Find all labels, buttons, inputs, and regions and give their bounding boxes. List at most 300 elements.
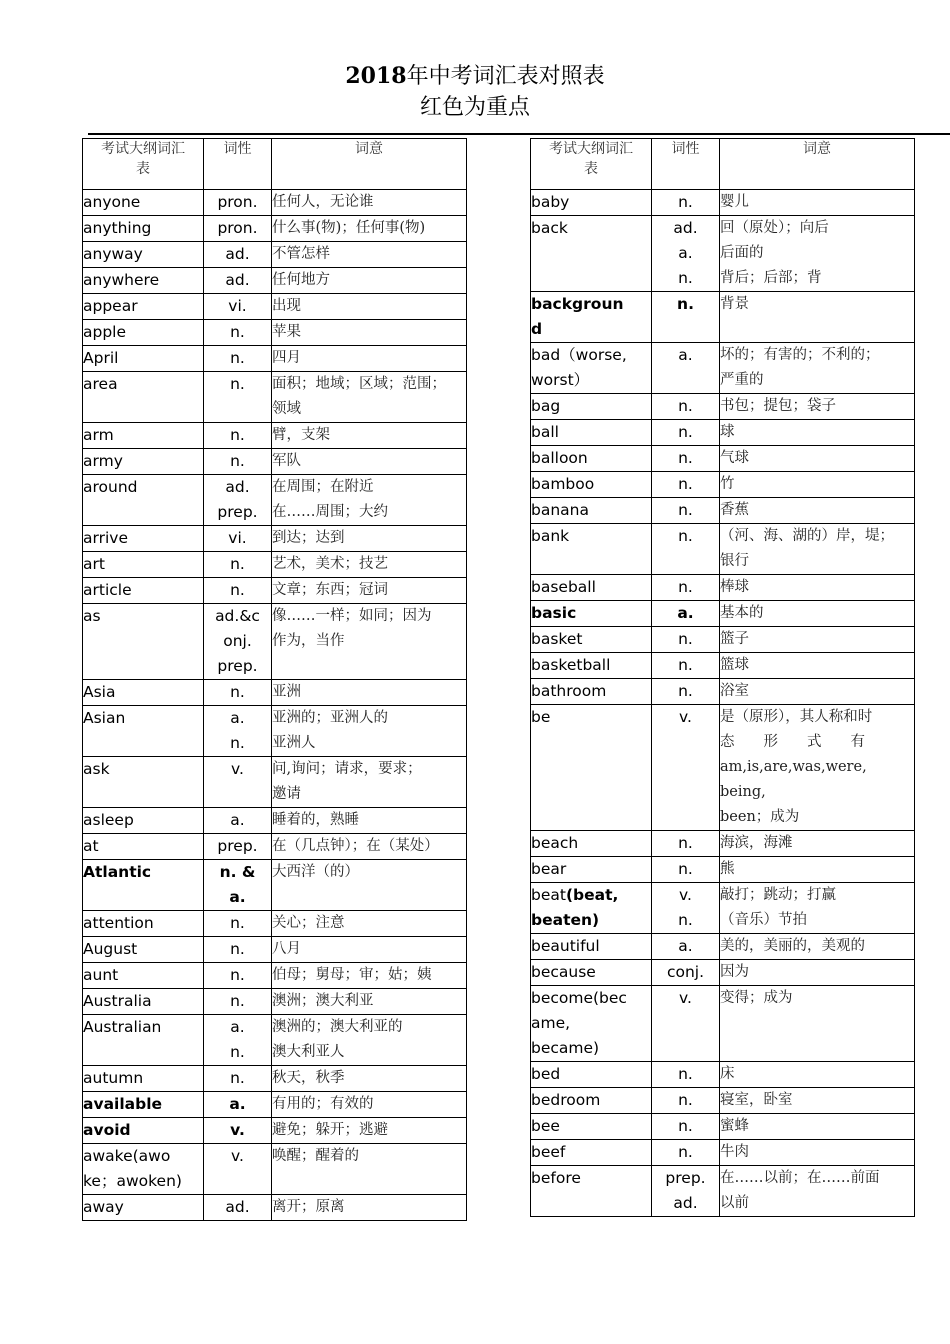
pos-cell (204, 1092, 272, 1118)
word-cell-line: worst） (531, 371, 590, 389)
meaning-cell (272, 1144, 467, 1195)
word-cell (83, 808, 204, 834)
word-cell-line: ask (83, 760, 110, 778)
pos-cell-line: n. (678, 269, 693, 287)
word-cell (531, 831, 652, 857)
pos-cell (204, 268, 272, 294)
pos-cell-line: n. (678, 1117, 693, 1135)
pos-cell (652, 190, 720, 216)
pos-cell (652, 420, 720, 446)
table-row (531, 986, 915, 1062)
meaning-cell-line: 任何地方 (272, 272, 330, 288)
pos-cell (204, 526, 272, 552)
table-row (83, 423, 467, 449)
word-cell-line: around (83, 478, 138, 496)
meaning-cell-line: 问,询问；请求，要求； (272, 761, 422, 777)
meaning-cell-line: 面积；地域；区域；范围； (272, 376, 446, 392)
pos-cell (204, 1144, 272, 1195)
meaning-cell (720, 420, 915, 446)
table-row (531, 1140, 915, 1166)
pos-cell (652, 653, 720, 679)
page-subtitle: 红色为重点 (419, 95, 530, 120)
pos-cell-line: n. (678, 630, 693, 648)
pos-cell (204, 1015, 272, 1066)
pos-cell-line: a. (678, 346, 693, 364)
pos-cell (204, 320, 272, 346)
pos-cell-line: prep. (665, 1169, 706, 1187)
table-row (531, 575, 915, 601)
meaning-cell-line: （河、海、湖的）岸，堤； (720, 528, 894, 544)
table-row (83, 706, 467, 757)
title-block (0, 60, 950, 123)
meaning-cell-line: 澳大利亚人 (272, 1044, 345, 1060)
meaning-cell-line: 像……一样；如同；因为 (272, 608, 432, 624)
pos-cell-line: n. (678, 911, 693, 929)
meaning-cell (272, 372, 467, 423)
column-header-pos: 词性 (652, 139, 720, 190)
meaning-cell (720, 292, 915, 343)
meaning-cell (272, 808, 467, 834)
word-cell-line: beaten) (531, 911, 600, 929)
table-row (83, 757, 467, 808)
word-cell-line: aunt (83, 966, 119, 984)
pos-cell (652, 394, 720, 420)
meaning-cell (272, 604, 467, 680)
table-row (83, 911, 467, 937)
word-cell-line: appear (83, 297, 138, 315)
word-cell-line: available (83, 1095, 163, 1113)
meaning-cell-line: 气球 (720, 450, 749, 466)
word-cell (531, 857, 652, 883)
meaning-cell (720, 601, 915, 627)
table-row (531, 472, 915, 498)
meaning-cell (720, 498, 915, 524)
word-cell-line: Australian (83, 1018, 162, 1036)
word-cell-line: awake(awo (83, 1147, 171, 1165)
pos-cell-line: n. (230, 452, 245, 470)
meaning-cell-line: 敲打；跳动；打赢 (720, 887, 836, 903)
column-header-meaning: 词意 (272, 139, 467, 190)
meaning-cell (720, 190, 915, 216)
meaning-cell-line: 唤醒；醒着的 (272, 1148, 359, 1164)
meaning-cell-line: 不管怎样 (272, 246, 330, 262)
meaning-cell-line: 蜜蜂 (720, 1118, 749, 1134)
column-header-word: 考试大纲词汇 表 (531, 139, 652, 190)
meaning-cell-line: 后面的 (720, 245, 764, 261)
pos-cell-line: n. (677, 295, 694, 313)
pos-cell-line: a. (230, 709, 245, 727)
meaning-cell (272, 757, 467, 808)
meaning-cell (272, 706, 467, 757)
pos-cell (652, 934, 720, 960)
meaning-cell-line: 是（原形），其人称和时 (720, 709, 873, 725)
word-cell (531, 679, 652, 705)
meaning-cell-line: 浴室 (720, 683, 749, 699)
table-row (531, 883, 915, 934)
table-row (83, 216, 467, 242)
pos-cell-line: n. (230, 581, 245, 599)
word-cell (83, 423, 204, 449)
meaning-cell-line: 基本的 (720, 605, 764, 621)
word-cell-line: become(bec (531, 989, 627, 1007)
meaning-cell (720, 857, 915, 883)
word-cell (83, 1144, 204, 1195)
word-cell (531, 627, 652, 653)
pos-cell (204, 346, 272, 372)
table-row (531, 1166, 915, 1217)
meaning-cell-line: 篮球 (720, 657, 749, 673)
word-cell-line: at (83, 837, 99, 855)
word-cell (83, 190, 204, 216)
table-row (83, 1118, 467, 1144)
word-cell (83, 578, 204, 604)
word-cell-line: beach (531, 834, 579, 852)
word-cell (531, 498, 652, 524)
meaning-cell-line: 婴儿 (720, 194, 749, 210)
word-cell (83, 1015, 204, 1066)
word-cell-line: back (531, 219, 568, 237)
pos-cell-line: n. (230, 940, 245, 958)
pos-cell (204, 216, 272, 242)
pos-cell (204, 860, 272, 911)
meaning-cell-line: 关心；注意 (272, 915, 345, 931)
word-cell (531, 653, 652, 679)
table-row (531, 934, 915, 960)
pos-cell (204, 1118, 272, 1144)
word-cell (83, 1118, 204, 1144)
word-cell-line: became) (531, 1039, 600, 1057)
pos-cell-line: prep. (217, 837, 258, 855)
meaning-cell (272, 190, 467, 216)
table-row (83, 808, 467, 834)
table-row (531, 705, 915, 831)
pos-cell-line: v. (679, 989, 692, 1007)
pos-cell-line: a. (678, 244, 693, 262)
meaning-cell-line: 有用的；有效的 (272, 1096, 374, 1112)
word-cell-line: arm (83, 426, 114, 444)
table-row (83, 834, 467, 860)
table-row (531, 1062, 915, 1088)
table-row (531, 831, 915, 857)
word-cell-line: bathroom (531, 682, 607, 700)
pos-cell (204, 578, 272, 604)
meaning-cell (272, 526, 467, 552)
meaning-cell-line: 坏的；有害的；不利的； (720, 347, 880, 363)
meaning-cell-line: 美的，美丽的，美观的 (720, 938, 865, 954)
meaning-cell (272, 963, 467, 989)
table-row (83, 475, 467, 526)
word-cell (83, 449, 204, 475)
meaning-cell (272, 860, 467, 911)
word-cell (531, 1088, 652, 1114)
meaning-cell-line: 澳洲；澳大利亚 (272, 993, 374, 1009)
meaning-cell-line: am,is,are,was,were, (720, 759, 867, 775)
pos-cell-line: n. (678, 1143, 693, 1161)
word-cell-line: bamboo (531, 475, 595, 493)
pos-cell (204, 449, 272, 475)
meaning-cell (272, 268, 467, 294)
pos-cell-line: ad. (673, 1194, 698, 1212)
pos-cell (204, 423, 272, 449)
meaning-cell-line: 什么事(物)；任何事(物) (272, 220, 426, 236)
pos-cell-line: n. (230, 375, 245, 393)
meaning-cell (272, 1092, 467, 1118)
table-row (531, 343, 915, 394)
word-cell-line: avoid (83, 1121, 131, 1139)
pos-cell-line: v. (231, 760, 244, 778)
meaning-cell-line: 在……以前；在……前面 (720, 1170, 880, 1186)
header-rule (88, 133, 950, 135)
word-cell (83, 963, 204, 989)
pos-cell (204, 552, 272, 578)
word-cell (531, 883, 652, 934)
meaning-cell (272, 989, 467, 1015)
word-cell (83, 346, 204, 372)
meaning-cell (720, 343, 915, 394)
meaning-cell-line: 篮子 (720, 631, 749, 647)
pos-cell (652, 831, 720, 857)
pos-cell (204, 604, 272, 680)
pos-cell (204, 963, 272, 989)
word-cell-line: anyway (83, 245, 143, 263)
pos-cell-line: n. (678, 423, 693, 441)
word-cell-line: arrive (83, 529, 128, 547)
word-cell-line: April (83, 349, 119, 367)
meaning-cell-line: 海滨，海滩 (720, 835, 793, 851)
table-row (83, 552, 467, 578)
meaning-cell (720, 986, 915, 1062)
table-row (83, 268, 467, 294)
word-cell-line: be (531, 708, 551, 726)
pos-cell (204, 989, 272, 1015)
word-cell (531, 1114, 652, 1140)
word-cell (83, 294, 204, 320)
word-cell (531, 1166, 652, 1217)
meaning-cell-line: 熊 (720, 861, 735, 877)
meaning-cell-line: 寝室，卧室 (720, 1092, 793, 1108)
pos-cell-line: n. (678, 397, 693, 415)
meaning-cell (720, 472, 915, 498)
pos-cell-line: n. (678, 475, 693, 493)
word-cell-line: basketball (531, 656, 611, 674)
meaning-cell (720, 1088, 915, 1114)
pos-cell-line: n. (678, 1091, 693, 1109)
pos-cell-line: n. (678, 193, 693, 211)
table-row (83, 190, 467, 216)
table-row (531, 679, 915, 705)
word-cell (531, 524, 652, 575)
pos-cell-line: n. (678, 682, 693, 700)
meaning-cell-line: 书包；提包；袋子 (720, 398, 836, 414)
meaning-cell (720, 883, 915, 934)
pos-cell (652, 627, 720, 653)
word-cell (531, 292, 652, 343)
table-row (531, 498, 915, 524)
meaning-cell (272, 1118, 467, 1144)
table-row (83, 1144, 467, 1195)
pos-cell-line: ad. (225, 1198, 250, 1216)
word-cell (83, 860, 204, 911)
word-cell-line: August (83, 940, 138, 958)
meaning-cell (272, 242, 467, 268)
word-cell-line: basic (531, 604, 577, 622)
column-header-word: 考试大纲词汇 表 (83, 139, 204, 190)
pos-cell-line: prep. (217, 657, 258, 675)
word-cell-line: bedroom (531, 1091, 601, 1109)
word-cell (531, 705, 652, 831)
word-cell (83, 1066, 204, 1092)
meaning-cell-line: 床 (720, 1066, 735, 1082)
pos-cell-line: a. (677, 604, 694, 622)
meaning-cell (272, 1015, 467, 1066)
pos-cell-line: pron. (217, 193, 258, 211)
meaning-cell (720, 446, 915, 472)
pos-cell (204, 911, 272, 937)
word-cell (83, 911, 204, 937)
table-row (531, 601, 915, 627)
pos-cell-line: n. (230, 683, 245, 701)
meaning-cell-line: being, (720, 784, 766, 800)
word-cell-line: bed (531, 1065, 561, 1083)
word-cell-line: because (531, 963, 596, 981)
word-cell-line: baby (531, 193, 570, 211)
pos-cell-line: n. (678, 656, 693, 674)
word-cell (83, 937, 204, 963)
meaning-cell-line: 离开；原离 (272, 1199, 345, 1215)
pos-cell (204, 1066, 272, 1092)
word-cell (83, 268, 204, 294)
table-row (83, 294, 467, 320)
meaning-cell-line: 在（几点钟）；在（某处） (272, 838, 439, 854)
word-cell-line: backgroun (531, 295, 624, 313)
word-cell-line: ball (531, 423, 559, 441)
word-cell (83, 242, 204, 268)
table-row (83, 1066, 467, 1092)
table-row (531, 960, 915, 986)
meaning-cell-line: been；成为 (720, 809, 800, 825)
table-row (83, 680, 467, 706)
pos-cell-line: n. (230, 323, 245, 341)
pos-cell-line: n. (230, 992, 245, 1010)
meaning-cell (272, 937, 467, 963)
pos-cell (204, 834, 272, 860)
pos-cell-line: ad. (225, 478, 250, 496)
column-header-meaning: 词意 (720, 139, 915, 190)
meaning-cell-line: 态 形 式 有 (720, 734, 865, 750)
pos-cell-line: prep. (217, 503, 258, 521)
word-cell (83, 706, 204, 757)
word-cell-line: d (531, 320, 543, 338)
word-cell-line: baseball (531, 578, 596, 596)
meaning-cell-line: （音乐）节拍 (720, 912, 807, 928)
pos-cell-line: n. (678, 449, 693, 467)
word-cell-line: Australia (83, 992, 152, 1010)
pos-cell (652, 705, 720, 831)
pos-cell (652, 679, 720, 705)
pos-cell (652, 292, 720, 343)
table-row (531, 292, 915, 343)
meaning-cell-line: 任何人，无论谁 (272, 194, 374, 210)
pos-cell-line: n. (230, 1069, 245, 1087)
meaning-cell (720, 705, 915, 831)
table-row (531, 190, 915, 216)
word-cell (531, 601, 652, 627)
meaning-cell (272, 320, 467, 346)
pos-cell-line: n. (230, 734, 245, 752)
table-row (531, 627, 915, 653)
meaning-cell-line: 文章；东西；冠词 (272, 582, 388, 598)
pos-cell (204, 680, 272, 706)
pos-cell-line: ad. (673, 219, 698, 237)
pos-cell (652, 343, 720, 394)
title-text: 年中考词汇表对照表 (406, 64, 605, 89)
meaning-cell-line: 亚洲的；亚洲人的 (272, 710, 388, 726)
meaning-cell-line: 出现 (272, 298, 301, 314)
pos-cell-line: n. (678, 578, 693, 596)
word-cell (531, 575, 652, 601)
pos-cell (652, 216, 720, 292)
pos-cell-line: ad. (225, 271, 250, 289)
word-cell-line: Asia (83, 683, 116, 701)
table-row (83, 604, 467, 680)
meaning-cell-line: 作为，当作 (272, 633, 345, 649)
meaning-cell-line: 八月 (272, 941, 301, 957)
word-base: beat (531, 886, 566, 904)
table-row (83, 242, 467, 268)
pos-cell-line: pron. (217, 219, 258, 237)
meaning-cell (272, 475, 467, 526)
word-cell-line (531, 883, 651, 908)
word-cell (83, 475, 204, 526)
pos-cell (652, 1062, 720, 1088)
word-cell (83, 320, 204, 346)
meaning-cell-line: 澳洲的；澳大利亚的 (272, 1019, 403, 1035)
meaning-cell-line: 伯母；舅母；审；姑；姨 (272, 967, 432, 983)
table-row (531, 524, 915, 575)
word-cell-line: before (531, 1169, 581, 1187)
word-forms: (beat, (565, 886, 619, 904)
meaning-cell-line: 棒球 (720, 579, 749, 595)
word-cell (83, 1092, 204, 1118)
word-cell (83, 372, 204, 423)
word-cell-line: asleep (83, 811, 134, 829)
pos-cell (652, 960, 720, 986)
vocab-table-left (82, 138, 467, 1221)
word-cell-line: bank (531, 527, 570, 545)
pos-cell (204, 242, 272, 268)
meaning-cell-line: 回（原处）；向后 (720, 220, 829, 236)
word-cell (83, 216, 204, 242)
column-header-pos: 词性 (204, 139, 272, 190)
meaning-cell (720, 575, 915, 601)
word-cell-line: attention (83, 914, 154, 932)
pos-cell-line: n. (678, 527, 693, 545)
meaning-cell (720, 1140, 915, 1166)
pos-cell-line: a. (229, 1095, 246, 1113)
word-cell-line: bee (531, 1117, 560, 1135)
pos-cell (652, 1166, 720, 1217)
word-cell-line: bear (531, 860, 567, 878)
pos-cell (204, 372, 272, 423)
pos-cell (652, 575, 720, 601)
word-cell (531, 934, 652, 960)
pos-cell (652, 986, 720, 1062)
word-cell (531, 960, 652, 986)
meaning-cell (720, 627, 915, 653)
pos-cell-line: n. & (219, 863, 256, 881)
meaning-cell-line: 以前 (720, 1195, 749, 1211)
word-cell (531, 190, 652, 216)
